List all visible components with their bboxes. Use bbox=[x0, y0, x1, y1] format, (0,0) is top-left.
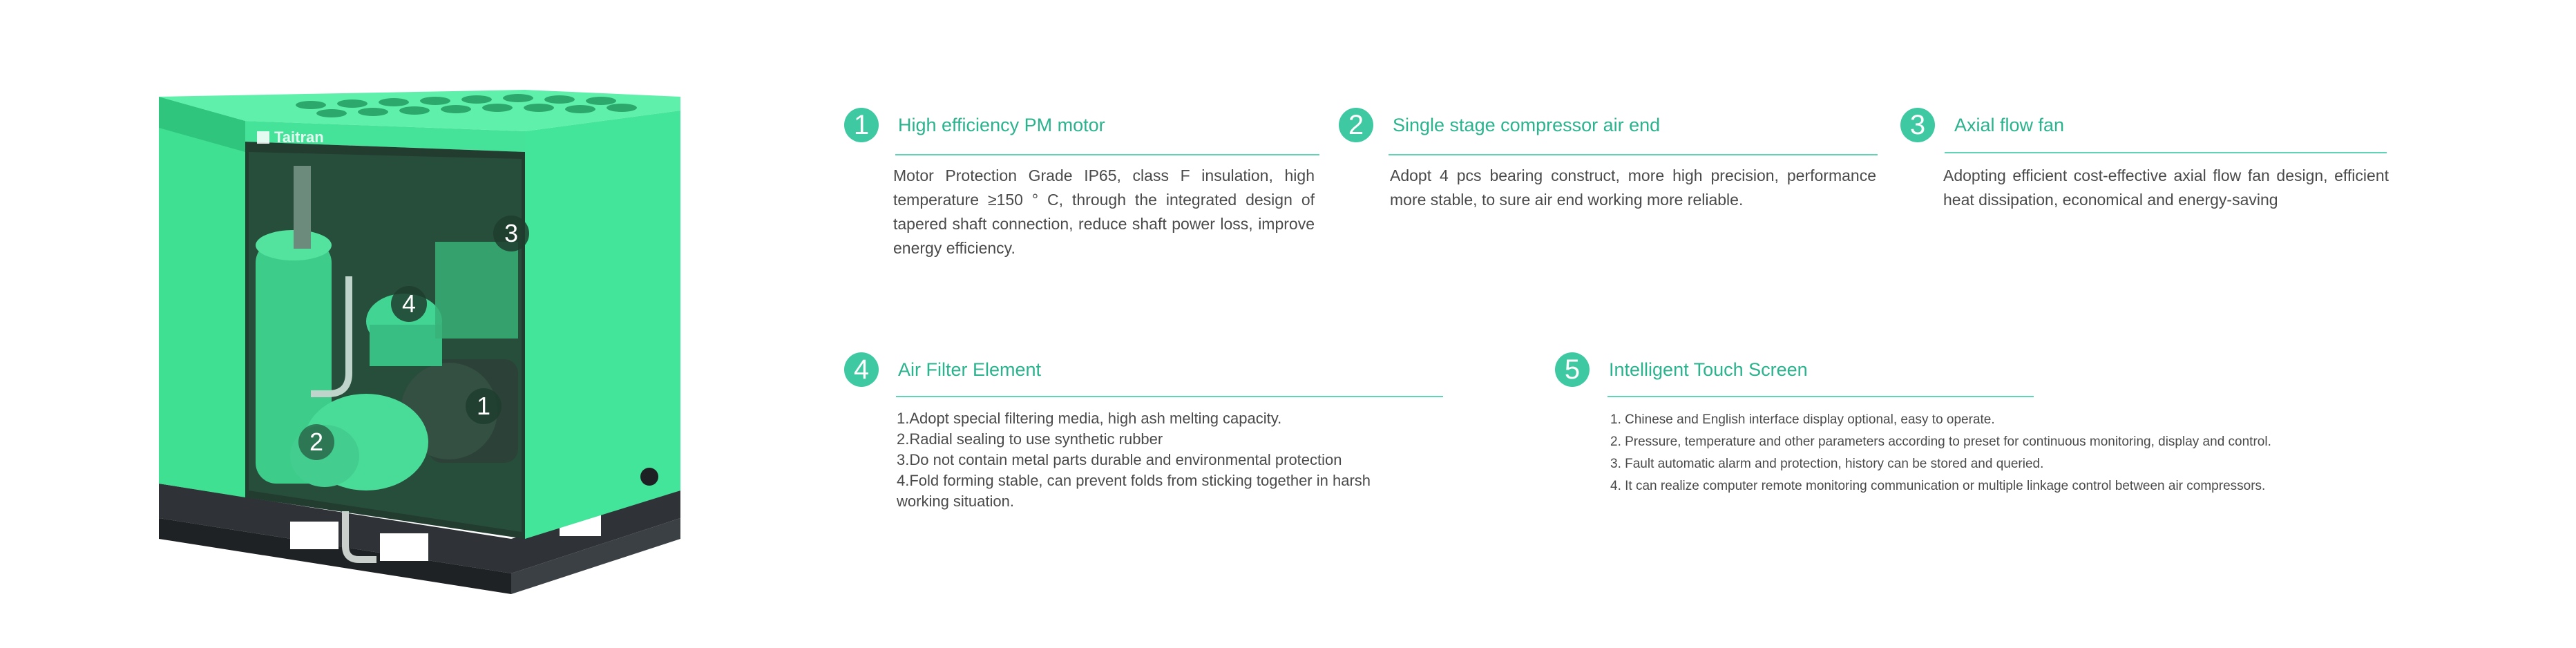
feature-number-badge: 4 bbox=[844, 352, 879, 387]
divider-line bbox=[1389, 154, 1878, 155]
list-item: 4.Fold forming stable, can prevent folds from sticking together in harsh bbox=[897, 472, 1371, 489]
feature-title: Intelligent Touch Screen bbox=[1609, 359, 1808, 380]
feature-air-end bbox=[1339, 108, 1660, 142]
feature-list bbox=[897, 408, 1371, 512]
feature-touch-screen bbox=[1555, 352, 1808, 387]
list-item: working situation. bbox=[897, 493, 1014, 510]
list-item: 1. Chinese and English interface display optional, easy to operate. bbox=[1610, 412, 1995, 427]
feature-description: Adopt 4 pcs bearing construct, more high precision, performance more stable, to sure air end working more reliable. bbox=[1390, 166, 1876, 209]
list-item: 1.Adopt special filtering media, high ash melting capacity. bbox=[897, 410, 1282, 427]
feature-list bbox=[1610, 409, 2271, 497]
feature-title: Axial flow fan bbox=[1954, 114, 2065, 135]
feature-title: Single stage compressor air end bbox=[1393, 114, 1661, 135]
feature-number-badge: 3 bbox=[1900, 108, 1935, 142]
feature-pm-motor bbox=[844, 108, 1105, 142]
side-panel bbox=[159, 97, 245, 497]
divider-line bbox=[896, 396, 1443, 397]
svg-text:4: 4 bbox=[401, 289, 417, 318]
feature-header bbox=[844, 352, 1041, 387]
svg-text:1: 1 bbox=[476, 392, 491, 420]
feature-description: Adopting efficient cost-effective axial flow fan design, efficient heat dissipation, economical and energy-saving bbox=[1943, 166, 2389, 209]
feature-number-badge: 5 bbox=[1555, 352, 1590, 387]
feature-header bbox=[1555, 352, 1808, 387]
callout-3 bbox=[493, 216, 529, 251]
callout-4 bbox=[391, 286, 427, 322]
list-item: 3.Do not contain metal parts durable and environmental protection bbox=[897, 451, 1342, 468]
list-item: 2. Pressure, temperature and other parameters according to preset for continuous monitoring, display and control. bbox=[1610, 435, 2271, 449]
feature-title: Air Filter Element bbox=[898, 359, 1042, 380]
feature-number-badge: 1 bbox=[844, 108, 879, 142]
feature-title: High efficiency PM motor bbox=[898, 114, 1105, 135]
divider-line bbox=[1945, 152, 2387, 153]
list-item: 3. Fault automatic alarm and protection, history can be stored and queried. bbox=[1610, 457, 2044, 471]
callout-1 bbox=[466, 388, 502, 424]
feature-air-filter bbox=[844, 352, 1041, 387]
feature-header bbox=[1900, 108, 2064, 142]
feature-axial-fan bbox=[1900, 108, 2064, 142]
divider-line bbox=[895, 154, 1319, 155]
callout-2 bbox=[298, 424, 334, 460]
feature-header bbox=[844, 108, 1105, 142]
svg-text:2: 2 bbox=[309, 428, 324, 456]
list-item: 4. It can realize computer remote monitoring communication or multiple linkage control between air compressors. bbox=[1610, 479, 2266, 493]
feature-description: Motor Protection Grade IP65, class F insulation, high temperature ≥150 ° C, through the integrated design of tapered shaft connection, reduce shaft power loss, improve energy efficiency. bbox=[893, 166, 1315, 257]
divider-line bbox=[1607, 396, 2034, 397]
feature-header bbox=[1339, 108, 1660, 142]
svg-text:3: 3 bbox=[504, 219, 519, 247]
svg-text:Taitran: Taitran bbox=[274, 128, 324, 146]
air-compressor-illustration bbox=[138, 69, 705, 594]
list-item: 2.Radial sealing to use synthetic rubber bbox=[897, 430, 1163, 448]
feature-number-badge: 2 bbox=[1339, 108, 1373, 142]
